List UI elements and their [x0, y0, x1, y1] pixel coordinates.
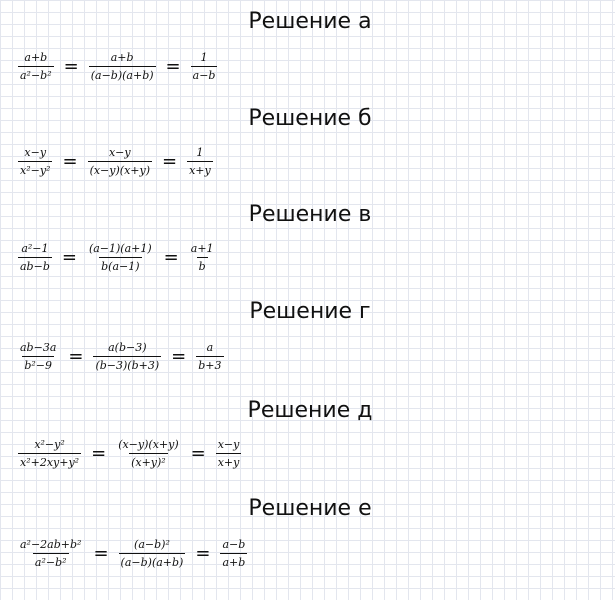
solution-heading: Решение а [248, 9, 372, 34]
fraction-original [18, 146, 52, 177]
numerator: x−y [217, 438, 240, 451]
equals-sign: = [63, 56, 79, 77]
solution-equation [18, 538, 247, 569]
denominator: x+y [187, 161, 213, 177]
fraction-original [18, 538, 83, 569]
solution-heading: Решение г [249, 299, 371, 324]
solution-equation [18, 341, 224, 372]
equals-sign: = [195, 543, 211, 564]
numerator: (a−1)(a+1) [88, 242, 152, 255]
numerator: a(b−3) [108, 341, 147, 354]
denominator: b+3 [196, 356, 223, 372]
denominator: b [197, 257, 208, 273]
fraction-result [189, 242, 216, 273]
equals-sign: = [93, 543, 109, 564]
numerator: a+b [24, 51, 48, 64]
denominator: ab−b [18, 257, 52, 273]
numerator: x−y [108, 146, 131, 159]
solution-equation [18, 438, 241, 469]
equals-sign: = [68, 346, 84, 367]
numerator: a²−1 [21, 242, 49, 255]
numerator: x²−y² [34, 438, 65, 451]
equals-sign: = [162, 151, 178, 172]
solution-equation [18, 242, 216, 273]
fraction-result [216, 438, 242, 469]
fraction-result [196, 341, 223, 372]
denominator: x²+2xy+y² [18, 453, 81, 469]
solution-equation [18, 146, 213, 177]
numerator: a²−2ab+b² [20, 538, 82, 551]
fraction-factored [87, 242, 154, 273]
fraction-original [18, 341, 58, 372]
solution-equation [18, 51, 217, 82]
denominator: (x−y)(x+y) [88, 161, 152, 177]
equals-sign: = [163, 247, 179, 268]
numerator: ab−3a [20, 341, 57, 354]
denominator: a+b [220, 553, 247, 569]
denominator: a−b [191, 66, 218, 82]
numerator: a+1 [190, 242, 214, 255]
numerator: (x−y)(x+y) [118, 438, 179, 451]
equals-sign: = [165, 56, 181, 77]
equals-sign: = [62, 151, 78, 172]
fraction-original [18, 242, 52, 273]
fraction-result [187, 146, 213, 177]
numerator: x−y [24, 146, 47, 159]
solution-heading: Решение в [248, 202, 372, 227]
numerator: 1 [200, 51, 208, 64]
fraction-factored [119, 538, 186, 569]
denominator: (a−b)(a+b) [89, 66, 156, 82]
denominator: a²−b² [18, 66, 54, 82]
equals-sign: = [91, 443, 107, 464]
fraction-factored [88, 146, 152, 177]
denominator: x+y [216, 453, 242, 469]
solution-heading: Решение б [248, 106, 372, 131]
fraction-factored [93, 341, 161, 372]
solution-heading: Решение е [248, 496, 372, 521]
numerator: a+b [110, 51, 134, 64]
denominator: b(a−1) [99, 257, 141, 273]
denominator: b²−9 [22, 356, 54, 372]
fraction-original [18, 438, 81, 469]
denominator: (b−3)(b+3) [93, 356, 161, 372]
numerator: a−b [222, 538, 246, 551]
fraction-result [220, 538, 247, 569]
numerator: 1 [196, 146, 204, 159]
fraction-original [18, 51, 54, 82]
numerator: (a−b)² [134, 538, 170, 551]
denominator: a²−b² [33, 553, 69, 569]
denominator: x²−y² [18, 161, 52, 177]
fraction-factored [116, 438, 180, 469]
fraction-result [191, 51, 218, 82]
denominator: (x+y)² [129, 453, 168, 469]
fraction-factored [89, 51, 156, 82]
solution-heading: Решение д [247, 398, 373, 423]
numerator: a [206, 341, 214, 354]
equals-sign: = [61, 247, 77, 268]
equals-sign: = [171, 346, 187, 367]
denominator: (a−b)(a+b) [119, 553, 186, 569]
equals-sign: = [190, 443, 206, 464]
